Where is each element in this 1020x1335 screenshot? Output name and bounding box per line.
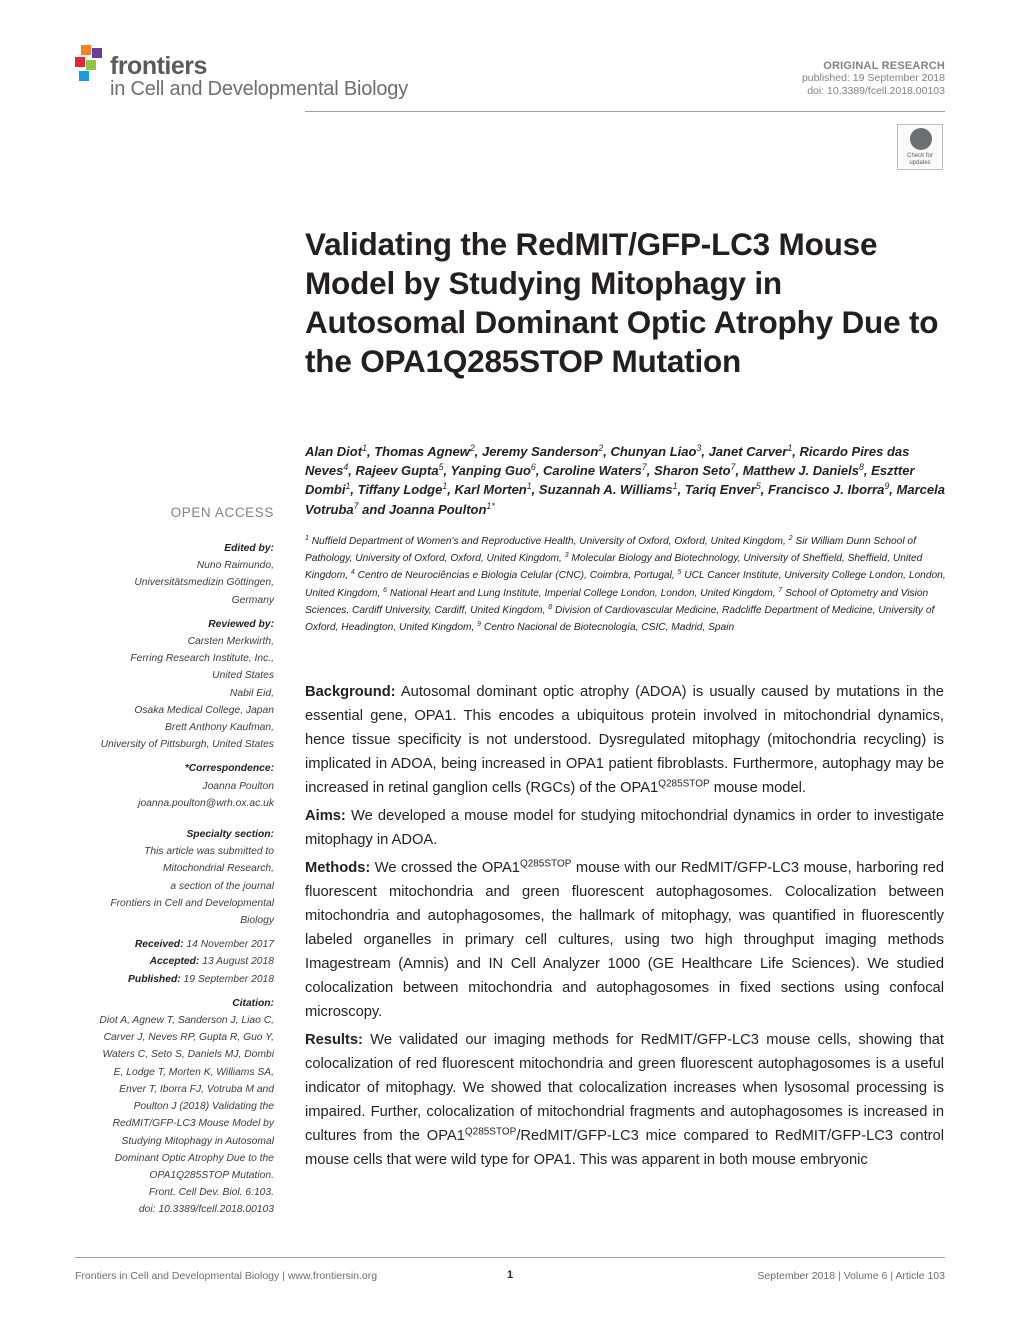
methods-label: Methods: — [305, 860, 371, 876]
citation: Citation: Diot A, Agnew T, Sanderson J, Liao C, Carver J, Neves RP, Gupta R, Guo Y, Waters C, Seto S, Daniels MJ, Dombi E, Lodge T, Morten K, Williams SA, Enver T, Iborra FJ, Votruba M and Poulton J (2018) Validating the RedMIT/GFP-LC3 Mouse Model by Studying Mitophagy in Autosomal Dominant Optic Atrophy Due to the OPA1Q285STOP Mutation. Front. Cell Dev. Biol. 6:103. doi: 10.3389/fcell.2018.00103 — [75, 995, 274, 1219]
sidebar-line: Biology — [240, 915, 274, 927]
sidebar-line: RedMIT/GFP-LC3 Mouse Model by — [112, 1118, 274, 1130]
affiliation-text: School of Optometry and Vision Sciences, Cardiff University, Cardiff, United Kingdom, — [305, 587, 929, 616]
author-name[interactable]: Alan Diot — [305, 444, 363, 459]
specialty-section: Specialty section: This article was submitted to Mitochondrial Research, a section of the journal Frontiers in Cell and Developmental Biology — [75, 826, 274, 929]
author-affiliation-mark: 1* — [486, 500, 495, 511]
sidebar-line: Frontiers in Cell and Developmental — [110, 897, 274, 909]
sidebar-line: Studying Mitophagy in Autosomal — [121, 1135, 274, 1147]
author-affiliation-mark: 8 — [859, 462, 864, 473]
article-title: Validating the RedMIT/GFP-LC3 Mouse Model by Studying Mitophagy in Autosomal Dominant Optic Atrophy Due to the OPA1Q285STOP Mutation — [305, 226, 939, 379]
sidebar-line: Carver J, Neves RP, Gupta R, Guo Y, — [103, 1032, 274, 1044]
sidebar-line: a section of the journal — [170, 880, 274, 892]
check-for-updates-button[interactable] — [897, 124, 943, 170]
affiliation-text: Centro de Neurociências e Biologia Celular (CNC), Coimbra, Portugal, — [354, 570, 675, 582]
brand-name: frontiers — [110, 52, 207, 80]
sidebar-line: doi: 10.3389/fcell.2018.00103 — [138, 1204, 274, 1216]
affiliation-number: 6 — [383, 586, 388, 594]
affiliation-text: Molecular Biology and Biotechnology, University of Sheffield, Sheffield, United Kingdom, — [305, 553, 923, 582]
sidebar-line: Joanna Poulton — [202, 780, 274, 792]
author-name[interactable]: Yanping Guo — [450, 463, 531, 479]
author-affiliation-mark: 6 — [530, 462, 536, 473]
author-name[interactable]: Sharon Seto — [653, 463, 731, 479]
affiliation-number: 1 — [305, 535, 309, 543]
article-dates: Received: 14 November 2017 Accepted: 13 August 2018 Published: 19 September 2018 — [128, 939, 274, 985]
affiliation-number: 8 — [548, 604, 553, 611]
affiliation-text: Sir William Dunn School of Pathology, University of Oxford, Oxford, United Kingdom, — [305, 536, 916, 565]
author-name[interactable]: Joanna Poulton — [388, 501, 487, 517]
author-affiliation-mark: 1 — [442, 481, 448, 492]
author-affiliation-mark: 5 — [755, 481, 761, 492]
author-name[interactable]: Caroline Waters — [543, 463, 642, 479]
crossmark-label: Check for updates — [907, 153, 933, 166]
author-affiliation-mark: 1 — [672, 481, 678, 492]
background-label: Background: — [305, 684, 396, 700]
affiliation-text: UCL Cancer Institute, University College London, London, United Kingdom, — [305, 570, 946, 599]
author-affiliation-mark: 1 — [526, 481, 532, 492]
crossmark-icon — [910, 128, 932, 150]
article-info-sidebar — [75, 540, 274, 1226]
affiliation-number: 3 — [564, 552, 569, 560]
author-affiliation-mark: 1 — [362, 443, 367, 454]
author-affiliation-mark: 1 — [345, 481, 351, 492]
footer-issue: September 2018 | Volume 6 | Article 103 — [757, 1270, 945, 1282]
affiliation-number: 2 — [788, 535, 793, 543]
header-divider — [305, 111, 945, 112]
affiliation-number: 4 — [350, 569, 355, 577]
sidebar-line: Poulton J (2018) Validating the — [133, 1101, 274, 1113]
sidebar-line: Mitochondrial Research, — [162, 863, 274, 875]
sidebar-line: Enver T, Iborra FJ, Votruba M and — [119, 1083, 274, 1095]
author-name[interactable]: Ricardo Pires das Neves — [305, 444, 910, 479]
sidebar-line: Brett Anthony Kaufman, — [165, 722, 274, 734]
reviewed-by: Reviewed by: Carsten Merkwirth, Ferring Research Institute, Inc., United States Nabil Eid, Osaka Medical College, Japan Brett Anthony Kaufman, University of Pittsburgh, United States — [75, 616, 274, 754]
footer-journal: Frontiers in Cell and Developmental Biology | www.frontiersin.org — [75, 1270, 378, 1282]
author-name[interactable]: Chunyan Liao — [610, 444, 697, 459]
results-label: Results: — [305, 1032, 363, 1048]
sidebar-line: E, Lodge T, Morten K, Williams SA, — [113, 1066, 274, 1078]
author-name[interactable]: Janet Carver — [708, 444, 788, 459]
journal-name: in Cell and Developmental Biology — [110, 78, 409, 100]
author-affiliation-mark: 5 — [438, 462, 444, 473]
sidebar-line: Waters C, Seto S, Daniels MJ, Dombi — [102, 1049, 274, 1061]
affiliation-number: 9 — [477, 621, 482, 629]
affiliation-text: Division of Cardiovascular Medicine, Radcliffe Department of Medicine, University of Oxford, Headington, United Kingdom, — [305, 604, 935, 634]
sidebar-line: Carsten Merkwirth, — [187, 636, 274, 648]
footer-divider — [75, 1257, 945, 1258]
abstract-aims: Aims: We developed a mouse model for studying mitochondrial dynamics in order to investigate mitophagy in ADOA. — [305, 808, 944, 848]
article-type: ORIGINAL RESEARCH — [823, 60, 945, 72]
sidebar-line: University of Pittsburgh, United States — [100, 739, 274, 751]
author-name[interactable]: Rajeev Gupta — [355, 463, 439, 479]
affiliations — [305, 533, 950, 636]
author-affiliation-mark: 7 — [641, 462, 647, 473]
sidebar-line: joanna.poulton@wrh.ox.ac.uk — [138, 797, 274, 809]
author-list: Alan Diot$^1$, Thomas Agnew$^2$, Jeremy Sanderson$^2$, Chunyan Liao$^3$, Janet Carver$^1$, Ricardo Pires das Neves$^4$, Rajeev Gupta$^5$, Yanping Guo$^6$, Caroline Waters$^7$, Sharon Seto$^7$, Matthew J. Daniels$^8$, Esztter Dombi$^1$, Tiffany Lodge$^1$, Karl Morten$^1$, Suzannah A. Williams$^1$, Tariq Enver$^5$, Francisco J. Iborra$^9$, Marcela Votruba$^7$ and Joanna Poulton$^{1*}$ — [305, 443, 945, 517]
sidebar-line: Nuno Raimundo, — [196, 560, 274, 572]
aims-label: Aims: — [305, 808, 346, 824]
author-name[interactable]: Karl Morten — [454, 482, 527, 498]
sidebar-line: OPA1Q285STOP Mutation. — [149, 1169, 274, 1181]
sidebar-line: Dominant Optic Atrophy Due to the — [114, 1152, 274, 1164]
abstract — [305, 680, 944, 1176]
sidebar-line: Front. Cell Dev. Biol. 6:103. — [148, 1187, 274, 1199]
author-affiliation-mark: 7 — [730, 462, 736, 473]
affiliation-number: 5 — [677, 569, 682, 577]
author-affiliation-mark: 9 — [884, 481, 890, 492]
author-name[interactable]: Esztter Dombi — [305, 463, 915, 498]
sidebar-line: Universitätsmedizin Göttingen, — [134, 577, 274, 589]
author-name[interactable]: Tiffany Lodge — [357, 482, 443, 498]
affiliation-text: Centro Nacional de Biotecnología, CSIC, Madrid, Spain — [481, 622, 735, 634]
edited-by: Edited by: Nuno Raimundo, Universitätsmedizin Göttingen, Germany — [75, 540, 274, 609]
sidebar-line: Ferring Research Institute, Inc., — [130, 653, 274, 665]
author-name[interactable]: Jeremy Sanderson — [481, 444, 599, 459]
page-number: 1 — [506, 1269, 514, 1281]
author-name[interactable]: Suzannah A. Williams — [538, 482, 673, 498]
author-name[interactable]: Tariq Enver — [684, 482, 756, 498]
sidebar-line: Germany — [231, 594, 274, 606]
author-affiliation-mark: 2 — [598, 443, 604, 454]
sidebar-line: Osaka Medical College, Japan — [134, 704, 274, 716]
affiliation-text: Nuffield Department of Women's and Reproductive Health, University of Oxford, Oxford, United Kingdom, — [308, 536, 786, 547]
frontiers-logo-icon — [75, 45, 109, 83]
author-name[interactable]: Francisco J. Iborra — [768, 482, 885, 498]
author-affiliation-mark: 3 — [696, 443, 702, 454]
author-name[interactable]: Thomas Agnew — [374, 444, 470, 459]
author-name[interactable]: Marcela Votruba — [305, 482, 945, 517]
correspondence: *Correspondence: Joanna Poulton joanna.poulton@wrh.ox.ac.uk — [75, 760, 274, 812]
published-date: published: 19 September 2018 — [801, 72, 945, 84]
article-meta — [802, 60, 945, 98]
author-affiliation-mark: 4 — [343, 462, 349, 473]
abstract-background: Background: Autosomal dominant optic atrophy (ADOA) is usually caused by mutations in the essential gene, OPA1. This encodes a ubiquitous protein involved in mitochondrial dynamics, hence tissue specificity is not understood. Dysregulated mitophagy (mitochondria recycling) is implicated in ADOA, being increased in OPA1 patient fibroblasts. Furthermore, autophagy may be increased in retinal ganglion cells (RGCs) of the $OPA1^{Q285STOP}$ mouse model. — [305, 684, 944, 796]
author-affiliation-mark: 7 — [353, 500, 359, 511]
affiliation-number: 7 — [778, 586, 783, 594]
author-affiliation-mark: 1 — [787, 443, 793, 454]
sidebar-line: United States — [212, 670, 274, 682]
author-name[interactable]: Matthew J. Daniels — [742, 463, 859, 479]
open-access-label: OPEN ACCESS — [170, 505, 274, 520]
author-affiliation-mark: 2 — [469, 443, 475, 454]
affiliation-text: National Heart and Lung Institute, Imperial College London, London, United Kingdom, — [387, 587, 776, 599]
sidebar-line: Diot A, Agnew T, Sanderson J, Liao C, — [99, 1015, 274, 1027]
doi-link[interactable]: doi: 10.3389/fcell.2018.00103 — [807, 85, 945, 97]
sidebar-line: Nabil Eid, — [229, 687, 274, 699]
sidebar-line: This article was submitted to — [144, 846, 274, 858]
abstract-results: Results: We validated our imaging methods for RedMIT/GFP-LC3 mouse cells, showing that colocalization of red fluorescent mitochondria and green fluorescent autophagosomes is a useful indicator of mitophagy. We showed that colocalization increases when lysosomal processing is impaired. Further, colocalization of mitochondrial fragments and autophagosomes is increased in cultures from the $OPA1^{Q285STOP}/RedMIT/GFP-LC3$ mice compared to RedMIT/GFP-LC3 control mouse cells that were wild type for OPA1. This was apparent in both mouse embryonic — [305, 1032, 944, 1168]
abstract-methods: Methods: We crossed the $OPA1^{Q285STOP}$ mouse with our RedMIT/GFP-LC3 mouse, harboring red fluorescent mitochondria and green fluorescent autophagosomes. Colocalization between mitochondria and autophagosomes, the hallmark of mitophagy, was quantified in fluorescently labeled organelles in primary cell cultures, using two high throughput imaging methods Imagestream (Amnis) and IN Cell Analyzer 1000 (GE Healthcare Life Sciences). We studied colocalization between mitochondria and autophagosomes in fixed sections using confocal microscopy. — [305, 858, 944, 1020]
